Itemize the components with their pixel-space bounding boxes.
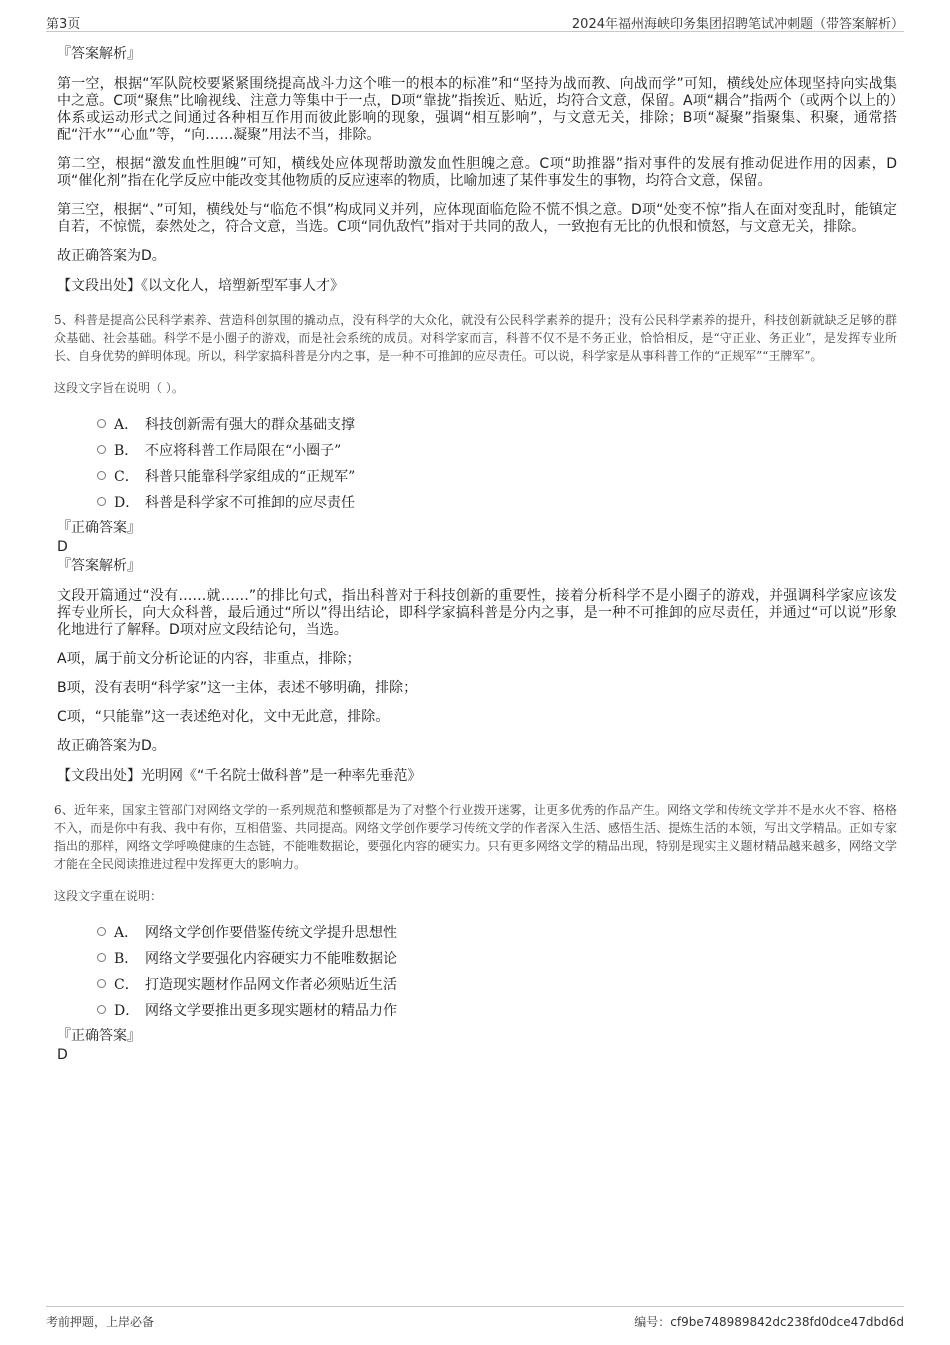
passage-source: 【文段出处】光明网《“千名院士做科普”是一种率先垂范》 xyxy=(57,768,422,784)
radio-button[interactable] xyxy=(97,445,106,454)
answer-value: D xyxy=(57,1047,68,1063)
document-id: 编号：cf9be748989842dc238fd0dce47dbd6d xyxy=(634,1315,904,1329)
answer-tag: 『正确答案』 xyxy=(57,520,141,536)
answer-value: D xyxy=(57,539,68,555)
option-letter: C． xyxy=(114,977,139,993)
option-c[interactable] xyxy=(97,970,897,996)
option-c[interactable] xyxy=(97,462,897,488)
radio-button[interactable] xyxy=(97,419,106,428)
option-text: 网络文学创作要借鉴传统文学提升思想性 xyxy=(145,925,397,941)
option-letter: A． xyxy=(114,925,139,941)
analysis-conclusion: 故正确答案为D。 xyxy=(57,248,166,264)
option-text: 打造现实题材作品网文作者必须贴近生活 xyxy=(145,977,397,993)
question-6 xyxy=(54,801,897,1064)
radio-button[interactable] xyxy=(97,979,106,988)
option-letter: D． xyxy=(114,495,140,511)
option-b[interactable] xyxy=(97,944,897,970)
option-text: 不应将科普工作局限在“小圈子” xyxy=(145,443,342,459)
option-text: 科普只能靠科学家组成的“正规军” xyxy=(145,469,356,485)
option-a[interactable] xyxy=(97,410,897,436)
option-text: 网络文学要强化内容硬实力不能唯数据论 xyxy=(145,951,397,967)
radio-button[interactable] xyxy=(97,497,106,506)
question-stem: 6、近年来，国家主管部门对网络文学的一系列规范和整顿都是为了对整个行业拨开迷雾，让更多优秀的作品产生。网络文学和传统文学并不是水火不容、格格不入，而是你中有我、我中有你，互相借鉴、共同提高。网络文学创作要学习传统文学的作者深入生活、感悟生活、提炼生活的本领，写出文学精品。正如专家指出的那样，网络文学呼唤健康的生态链，不能唯数据论，要强化内容的硬实力。只有更多网络文学的精品出现，特别是现实主义题材精品越来越多，网络文学才能在全民阅读推进过程中发挥更大的影响力。 xyxy=(54,803,897,871)
option-list xyxy=(97,918,897,1022)
option-d[interactable] xyxy=(97,488,897,514)
answer-tag: 『正确答案』 xyxy=(57,1028,141,1044)
option-letter: C． xyxy=(114,469,139,485)
analysis-conclusion: 故正确答案为D。 xyxy=(57,738,166,754)
question-stem: 5、科普是提高公民科学素养、营造科创氛围的撬动点，没有科学的大众化，就没有公民科学素养的提升；没有公民科学素养的提升，科技创新就缺乏足够的群众基础、社会基础。科学不是小圈子的游戏，而是社会系统的成员。对科学家而言，科普不仅不是不务正业，恰恰相反，是“守正业、务正业”，是发挥专业所长、自身优势的鲜明体现。所以，科学家搞科普是分内之事，是一种不可推卸的应尽责任。可以说，科学家是从事科普工作的“正规军”“王牌军”。 xyxy=(54,313,897,363)
option-d[interactable] xyxy=(97,996,897,1022)
radio-button[interactable] xyxy=(97,471,106,480)
option-letter: D． xyxy=(114,1003,140,1019)
question-prompt: 这段文字重在说明： xyxy=(54,889,163,903)
page-footer xyxy=(46,1306,904,1330)
analysis-paragraph: A项，属于前文分析论证的内容，非重点，排除； xyxy=(57,651,361,667)
analysis-paragraph: C项，“只能靠”这一表述绝对化，文中无此意，排除。 xyxy=(57,709,390,725)
option-text: 科技创新需有强大的群众基础支撑 xyxy=(145,417,355,433)
option-list xyxy=(97,410,897,514)
analysis-paragraph: B项，没有表明“科学家”这一主体，表述不够明确，排除； xyxy=(57,680,418,696)
option-text: 科普是科学家不可推卸的应尽责任 xyxy=(145,495,355,511)
question-prompt: 这段文字旨在说明（ ）。 xyxy=(54,381,184,395)
page-header xyxy=(46,10,904,32)
document-title: 2024年福州海峡印务集团招聘笔试冲刺题（带答案解析） xyxy=(571,17,904,32)
option-letter: A． xyxy=(114,417,139,433)
analysis-paragraph: 文段开篇通过“没有……就……”的排比句式，指出科普对于科技创新的重要性，接着分析科学不是小圈子的游戏，并强调科学家应该发挥专业所长，向大众科普，最后通过“所以”得出结论，即科学家搞科普是分内之事，是一种不可推卸的应尽责任，并通过“可以说”形象化地进行了解释。D项对应文段结论句，当选。 xyxy=(57,588,897,638)
option-text: 网络文学要推出更多现实题材的精品力作 xyxy=(145,1003,397,1019)
option-letter: B． xyxy=(114,951,139,967)
page-number: 第3页 xyxy=(46,17,81,32)
option-letter: B． xyxy=(114,443,139,459)
analysis-tag: 『答案解析』 xyxy=(57,46,141,62)
document-body xyxy=(54,44,897,1064)
option-b[interactable] xyxy=(97,436,897,462)
radio-button[interactable] xyxy=(97,953,106,962)
analysis-paragraph: 第三空，根据“、”可知，横线处与“临危不惧”构成同义并列，应体现面临危险不慌不惧之意。D项“处变不惊”指人在面对变乱时，能镇定自若，不惊慌，泰然处之，符合文意，当选。C项“同仇敌忾”指对于共同的敌人，一致抱有无比的仇恨和愤怒，与文意无关，排除。 xyxy=(57,202,897,235)
analysis-paragraph: 第二空，根据“激发血性胆魄”可知，横线处应体现帮助激发血性胆魄之意。C项“助推器”指对事件的发展有推动促进作用的因素，D项“催化剂”指在化学反应中能改变其他物质的反应速率的物质，比喻加速了某件事发生的事物，均符合文意，保留。 xyxy=(57,156,897,189)
footer-slogan: 考前押题，上岸必备 xyxy=(46,1315,155,1329)
radio-button[interactable] xyxy=(97,927,106,936)
analysis-paragraph: 第一空，根据“军队院校要紧紧围绕提高战斗力这个唯一的根本的标准”和“坚持为战而教、向战而学”可知，横线处应体现坚持向实战集中之意。C项“聚焦”比喻视线、注意力等集中于一点，D项“靠拢”指挨近、贴近，均符合文意，保留。A项“耦合”指两个（或两个以上的）体系或运动形式之间通过各种相互作用而彼此影响的现象，强调“相互影响”，与文意无关，排除；B项“凝聚”指聚集、积聚，通常搭配“汗水”“心血”等，“向……凝聚”用法不当，排除。 xyxy=(57,76,897,143)
radio-button[interactable] xyxy=(97,1005,106,1014)
passage-source: 【文段出处】《以文化人，培塑新型军事人才》 xyxy=(57,278,344,294)
option-a[interactable] xyxy=(97,918,897,944)
q4-analysis-section xyxy=(57,44,897,295)
question-5 xyxy=(54,311,897,785)
analysis-tag: 『答案解析』 xyxy=(57,558,141,574)
